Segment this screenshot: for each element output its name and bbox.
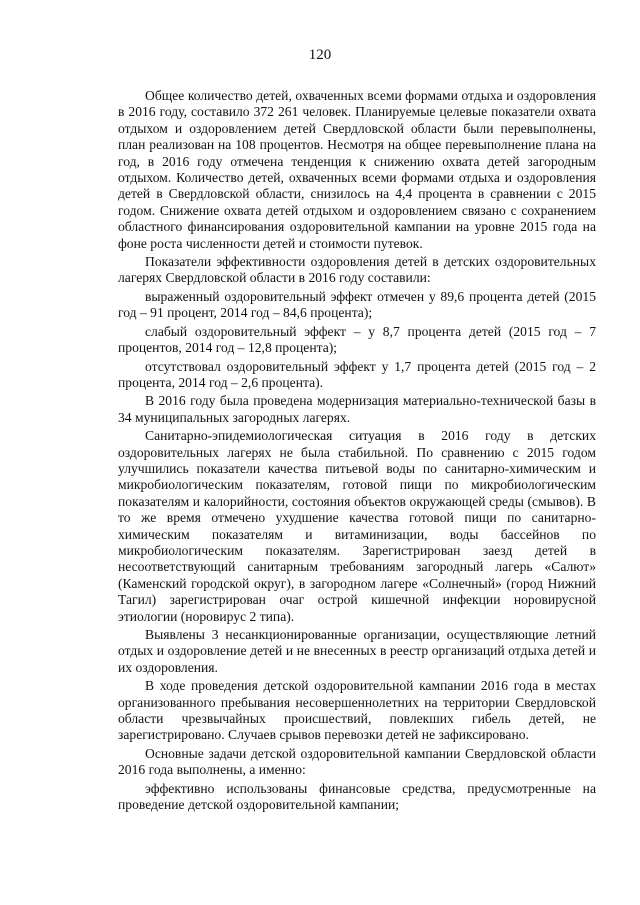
document-body <box>118 88 596 813</box>
paragraph-total-coverage: Общее количество детей, охваченных всеми формами отдыха и оздоровления в 2016 году, составило 372 261 человек. Планируемые целевые показатели охвата отдыхом и оздоровлением детей Свердловской области были перевыполнены, план реализован на 108 процентов. Несмотря на общее перевыполнение плана на год, в 2016 году отмечена тенденция к снижению охвата детей загородным отдыхом. Количество детей, охваченных всеми формами отдыха и оздоровления детей в Свердловской области, снизилось на 4,4 процента в сравнении с 2015 годом. Снижение охвата детей отдыхом и оздоровлением связано с сохранением областного финансирования оздоровительной кампании на уровне 2015 года на фоне роста численности детей и стоимости путевок. <box>118 88 596 251</box>
paragraph-efficiency-intro: Показатели эффективности оздоровления детей в детских оздоровительных лагерях Свердловской области в 2016 году составили: <box>118 254 596 286</box>
paragraph-no-effect: отсутствовал оздоровительный эффект у 1,7 процента детей (2015 год – 2 процента, 2014 год – 2,6 процента). <box>118 358 596 390</box>
paragraph-funds-used: эффективно использованы финансовые средства, предусмотренные на проведение детской оздоровительной кампании; <box>118 780 596 813</box>
paragraph-sanitary-situation: Санитарно-эпидемиологическая ситуация в 2016 году в детских оздоровительных лагерях не была стабильной. По сравнению с 2015 годом улучшились показатели качества питьевой воды по санитарно-химическим и микробиологическим показателям, готовой пищи по микробиологическим показателям и калорийности, состояния объектов окружающей среды (смывов). В то же время отмечено ухудшение качества готовой пищи по санитарно-химическим показателям и витаминизации, воды бассейнов по микробиологическим показателям. Зарегистрирован заезд детей в несоответствующий санитарным требованиям загородный лагерь «Салют» (Каменский городской округ), в загородном лагере «Солнечный» (город Нижний Тагил) зарегистрирован очаг острой кишечной инфекции норовирусной этиологии (норовирус 2 типа). <box>118 428 596 624</box>
paragraph-modernization: В 2016 году была проведена модернизация материально-технической базы в 34 муниципальных загородных лагерях. <box>118 393 596 425</box>
paragraph-unauthorized-organizations: Выявлены 3 несанкционированные организации, осуществляющие летний отдых и оздоровление детей и не внесенных в реестр организаций отдыха детей и их оздоровления. <box>118 627 596 675</box>
paragraph-no-incidents: В ходе проведения детской оздоровительной кампании 2016 года в местах организованного пребывания несовершеннолетних на территории Свердловской области чрезвычайных происшествий, повлекших гибель детей, не зарегистрировано. Случаев срывов перевозки детей не зафиксировано. <box>118 678 596 743</box>
paragraph-weak-effect: слабый оздоровительный эффект – у 8,7 процента детей (2015 год – 7 процентов, 2014 год – 12,8 процента); <box>118 323 596 356</box>
page-number: 120 <box>308 47 332 63</box>
paragraph-tasks-completed: Основные задачи детской оздоровительной кампании Свердловской области 2016 года выполнены, а именно: <box>118 745 596 778</box>
paragraph-strong-effect: выраженный оздоровительный эффект отмечен у 89,6 процента детей (2015 год – 91 процент, 2014 год – 84,6 процента); <box>118 288 596 321</box>
